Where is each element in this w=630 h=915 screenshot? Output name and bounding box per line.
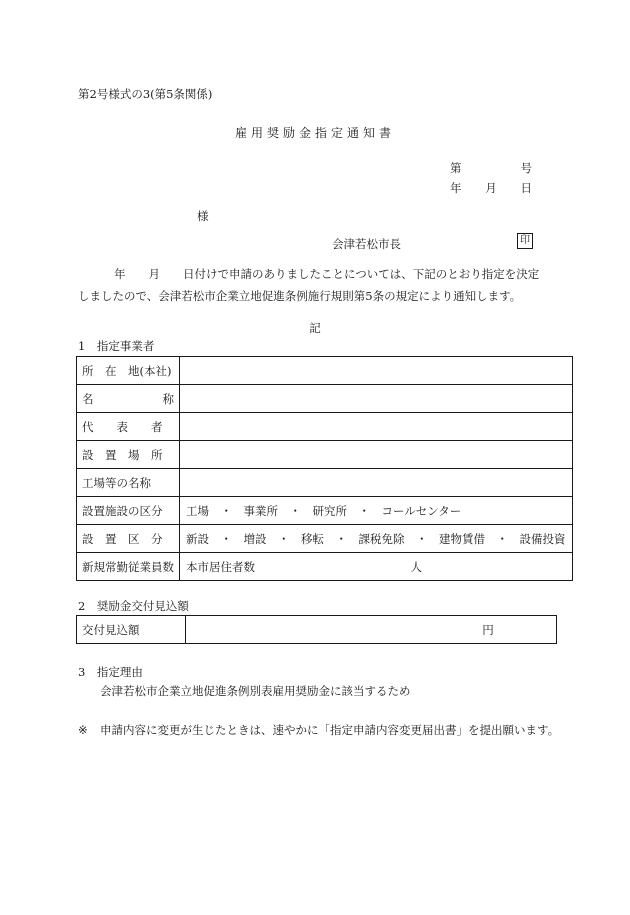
row-value-name xyxy=(180,385,573,413)
row-label-installation-type: 設 置 区 分 xyxy=(77,525,180,553)
note xyxy=(78,720,562,740)
seal-stamp: 印 xyxy=(517,233,533,249)
table-row xyxy=(77,553,573,581)
row-label-address: 所 在 地(本社) xyxy=(77,357,180,385)
row-value-address xyxy=(180,357,573,385)
notice-date xyxy=(450,180,532,196)
row-label-name: 名 称 xyxy=(77,385,180,413)
sender-mayor: 会津若松市長 xyxy=(332,237,401,251)
table-row xyxy=(77,357,573,385)
notice-date-year: 年 xyxy=(450,181,462,195)
row-value-new-employees xyxy=(180,553,573,581)
section1-title: 1 指定事業者 xyxy=(78,339,155,353)
row-label-representative: 代 表 者 xyxy=(77,413,180,441)
people-unit: 人 xyxy=(410,559,422,574)
notice-number-suffix: 号 xyxy=(520,161,532,175)
note-text: 申請内容に変更が生じたときは、速やかに「指定申請内容変更届出書」を提出願います。 xyxy=(100,723,560,737)
note-mark: ※ xyxy=(78,723,88,737)
addressee-honorific: 様 xyxy=(197,209,209,223)
row-value-installation-type: 新設 ・ 増設 ・ 移転 ・ 課税免除 ・ 建物賃借 ・ 設備投資 xyxy=(180,525,573,553)
table-row xyxy=(77,525,573,553)
document-title: 雇用奨励金指定通知書 xyxy=(234,126,395,140)
body-line-1: 年 月 日付けで申請のありましたことについては、下記のとおり指定を決定 xyxy=(114,267,540,281)
section3-title: 3 指定理由 xyxy=(78,665,143,679)
body-line-2: しましたので、会津若松市企業立地促進条例施行規則第5条の規定により通知します。 xyxy=(78,289,522,303)
row-value-grant-amount: 円 xyxy=(186,616,557,644)
body-text xyxy=(78,263,558,307)
table-row xyxy=(77,616,557,644)
table-row xyxy=(77,413,573,441)
row-label-facility-type: 設置施設の区分 xyxy=(77,497,180,525)
row-value-factory-name xyxy=(180,469,573,497)
table-row xyxy=(77,385,573,413)
grant-amount-table xyxy=(76,615,557,644)
row-value-location xyxy=(180,441,573,469)
notice-number xyxy=(450,160,532,176)
table-row xyxy=(77,497,573,525)
row-label-location: 設 置 場 所 xyxy=(77,441,180,469)
form-number: 第2号様式の3(第5条関係) xyxy=(78,87,213,101)
row-label-new-employees: 新規常勤従業員数 xyxy=(77,553,180,581)
designation-reason: 会津若松市企業立地促進条例別表雇用奨励金に該当するため xyxy=(100,684,411,698)
row-label-factory-name: 工場等の名称 xyxy=(77,469,180,497)
row-value-facility-type: 工場 ・ 事業所 ・ 研究所 ・ コールセンター xyxy=(180,497,573,525)
notice-date-day: 日 xyxy=(520,181,532,195)
row-label-grant-amount: 交付見込額 xyxy=(77,616,186,644)
notice-date-month: 月 xyxy=(485,181,497,195)
section2-title: 2 奨励金交付見込額 xyxy=(78,599,189,613)
resident-count-label: 本市居住者数 xyxy=(186,559,255,574)
designated-business-table xyxy=(76,356,573,581)
table-row xyxy=(77,441,573,469)
ki-heading: 記 xyxy=(309,321,321,335)
row-value-representative xyxy=(180,413,573,441)
table-row xyxy=(77,469,573,497)
notice-number-prefix: 第 xyxy=(450,161,462,175)
